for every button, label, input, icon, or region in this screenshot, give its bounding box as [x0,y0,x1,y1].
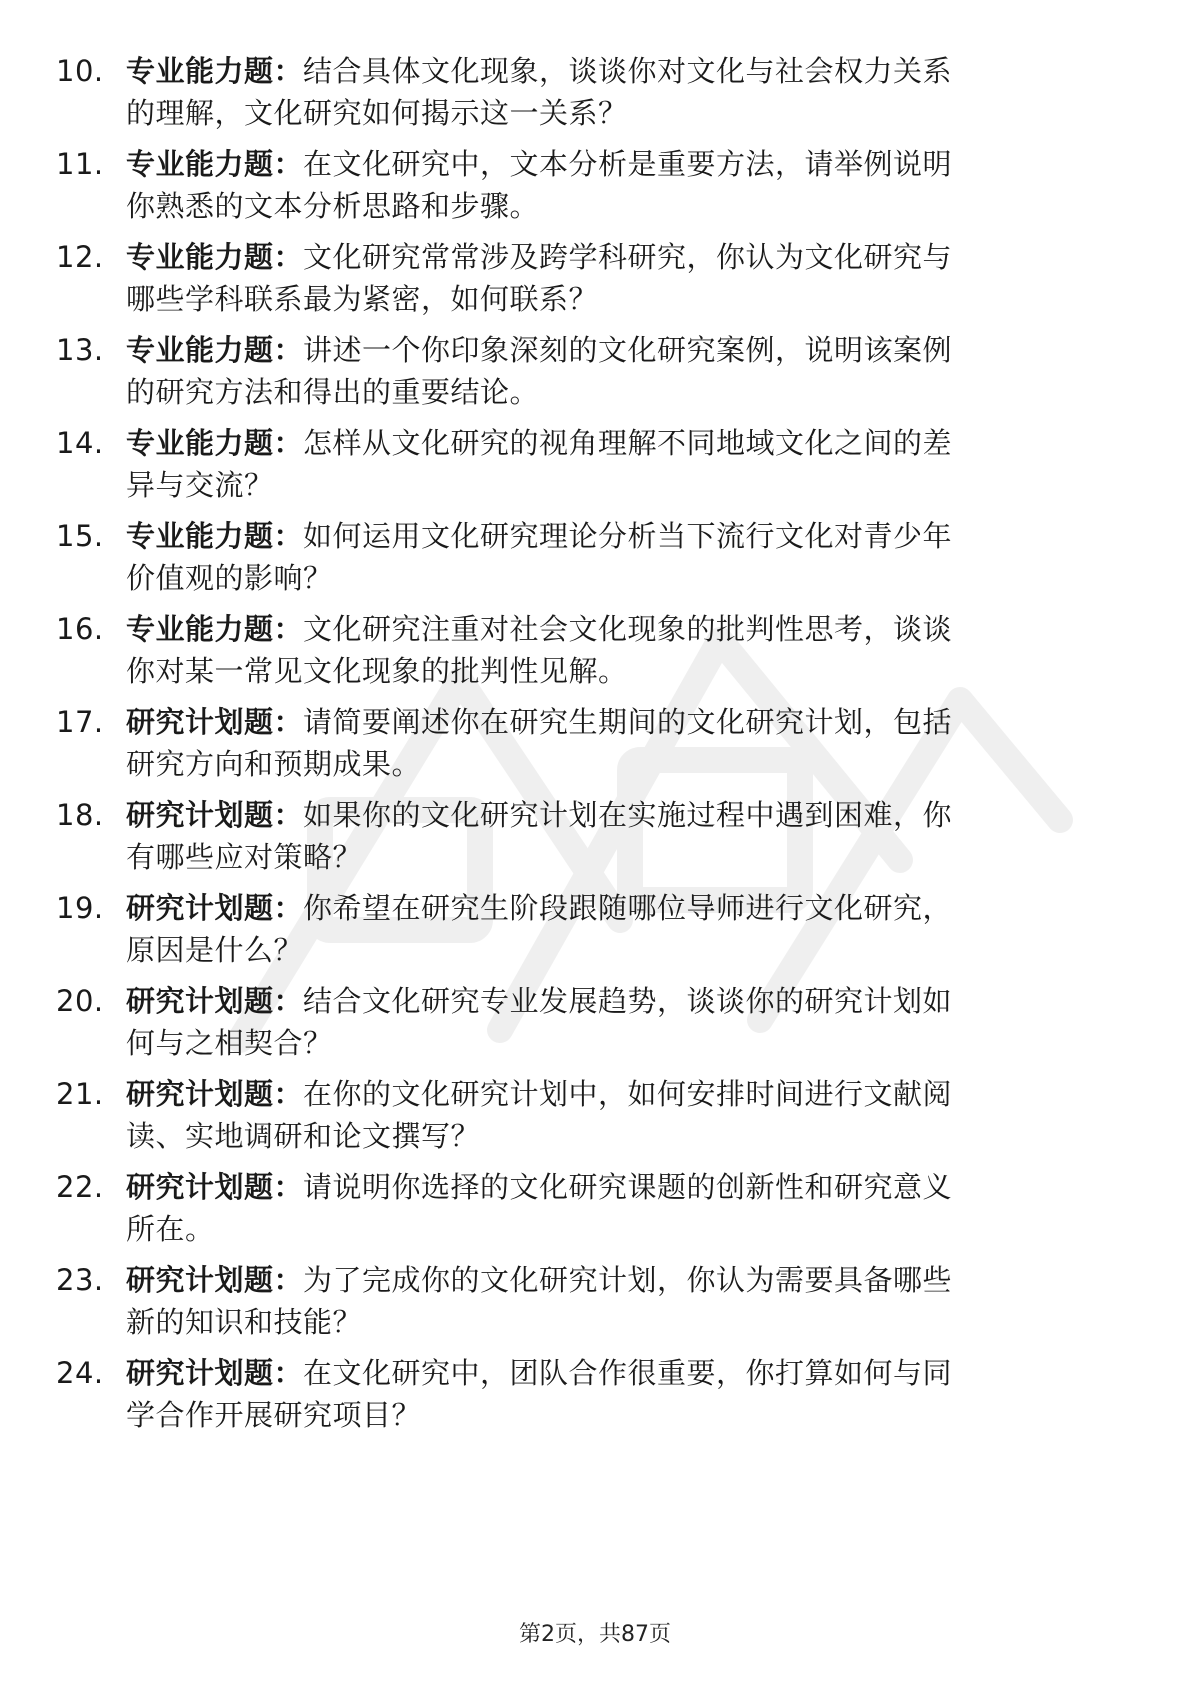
question-line [126,980,1116,1022]
question-number: 24. [56,1356,104,1390]
question-body-line1: 如何运用文化研究理论分析当下流行文化对青少年 [303,519,953,553]
question-text [126,1166,1116,1250]
question-list [56,50,1116,1445]
question-text [126,329,1116,413]
question-body-line2: 价值观的影响？ [126,561,333,595]
question-category: 专业能力题： [126,426,304,460]
list-item [56,1073,1116,1166]
list-item [56,143,1116,236]
question-body-line1: 在你的文化研究计划中，如何安排时间进行文献阅 [303,1077,953,1111]
question-body-line2: 你熟悉的文本分析思路和步骤。 [126,189,540,223]
question-number: 19. [56,891,104,925]
question-body-line2: 研究方向和预期成果。 [126,747,422,781]
question-number: 14. [56,426,104,460]
question-line [126,887,1116,929]
list-item [56,794,1116,887]
question-line [126,50,1116,92]
question-body-line2: 学合作开展研究项目？ [126,1398,422,1432]
question-category: 研究计划题： [126,1077,304,1111]
question-body-line1: 如果你的文化研究计划在实施过程中遇到困难，你 [303,798,953,832]
question-body-line2: 异与交流？ [126,468,274,502]
question-body-line1: 文化研究常常涉及跨学科研究，你认为文化研究与 [303,240,953,274]
question-number: 23. [56,1263,104,1297]
page-number-footer: 第2页，共87页 [519,1622,671,1647]
question-text [126,143,1116,227]
question-body-line2: 你对某一常见文化现象的批判性见解。 [126,654,628,688]
question-category: 研究计划题： [126,798,304,832]
question-category: 研究计划题： [126,1170,304,1204]
question-category: 专业能力题： [126,240,304,274]
question-number: 20. [56,984,104,1018]
question-line [126,143,1116,185]
list-item [56,515,1116,608]
question-body-line1: 讲述一个你印象深刻的文化研究案例，说明该案例 [303,333,953,367]
question-body-line1: 结合具体文化现象，谈谈你对文化与社会权力关系 [303,54,953,88]
question-body-line2: 读、实地调研和论文撰写？ [126,1119,481,1153]
question-text [126,422,1116,506]
question-text [126,794,1116,878]
list-item [56,608,1116,701]
question-body-line2: 原因是什么？ [126,933,304,967]
question-body-line1: 怎样从文化研究的视角理解不同地域文化之间的差 [303,426,953,460]
question-number: 11. [56,147,104,181]
question-line [126,1352,1116,1394]
question-category: 专业能力题： [126,333,304,367]
question-number: 22. [56,1170,104,1204]
question-number: 10. [56,54,104,88]
list-item [56,236,1116,329]
list-item [56,1166,1116,1259]
question-body-line1: 你希望在研究生阶段跟随哪位导师进行文化研究， [303,891,953,925]
list-item [56,329,1116,422]
question-line [126,608,1116,650]
question-text [126,1259,1116,1343]
question-number: 15. [56,519,104,553]
question-category: 研究计划题： [126,705,304,739]
question-text [126,980,1116,1064]
question-text [126,701,1116,785]
question-body-line1: 为了完成你的文化研究计划，你认为需要具备哪些 [303,1263,953,1297]
list-item [56,701,1116,794]
question-line [126,329,1116,371]
question-number: 13. [56,333,104,367]
question-body-line1: 在文化研究中，团队合作很重要，你打算如何与同 [303,1356,953,1390]
question-line [126,794,1116,836]
list-item [56,1259,1116,1352]
question-line [126,701,1116,743]
question-body-line2: 哪些学科联系最为紧密，如何联系？ [126,282,599,316]
question-body-line2: 的理解，文化研究如何揭示这一关系？ [126,96,628,130]
question-number: 18. [56,798,104,832]
question-line [126,515,1116,557]
question-category: 专业能力题： [126,54,304,88]
question-text [126,1073,1116,1157]
question-text [126,887,1116,971]
question-body-line2: 所在。 [126,1212,215,1246]
question-category: 研究计划题： [126,984,304,1018]
list-item [56,980,1116,1073]
question-body-line2: 新的知识和技能？ [126,1305,363,1339]
question-body-line1: 请简要阐述你在研究生期间的文化研究计划，包括 [303,705,953,739]
question-body-line1: 请说明你选择的文化研究课题的创新性和研究意义 [303,1170,953,1204]
list-item [56,887,1116,980]
question-body-line1: 文化研究注重对社会文化现象的批判性思考，谈谈 [303,612,953,646]
question-line [126,236,1116,278]
question-number: 17. [56,705,104,739]
question-number: 21. [56,1077,104,1111]
question-number: 12. [56,240,104,274]
question-body-line2: 何与之相契合？ [126,1026,333,1060]
question-number: 16. [56,612,104,646]
list-item [56,422,1116,515]
question-body-line1: 在文化研究中，文本分析是重要方法，请举例说明 [303,147,953,181]
question-body-line1: 结合文化研究专业发展趋势，谈谈你的研究计划如 [303,984,953,1018]
question-category: 研究计划题： [126,1263,304,1297]
question-text [126,515,1116,599]
question-line [126,1166,1116,1208]
question-text [126,1352,1116,1436]
question-body-line2: 有哪些应对策略？ [126,840,363,874]
question-text [126,236,1116,320]
list-item [56,50,1116,143]
question-body-line2: 的研究方法和得出的重要结论。 [126,375,540,409]
question-text [126,50,1116,134]
question-category: 专业能力题： [126,519,304,553]
question-category: 研究计划题： [126,891,304,925]
list-item [56,1352,1116,1445]
question-line [126,422,1116,464]
question-line [126,1259,1116,1301]
question-text [126,608,1116,692]
question-category: 研究计划题： [126,1356,304,1390]
question-category: 专业能力题： [126,147,304,181]
question-category: 专业能力题： [126,612,304,646]
question-line [126,1073,1116,1115]
